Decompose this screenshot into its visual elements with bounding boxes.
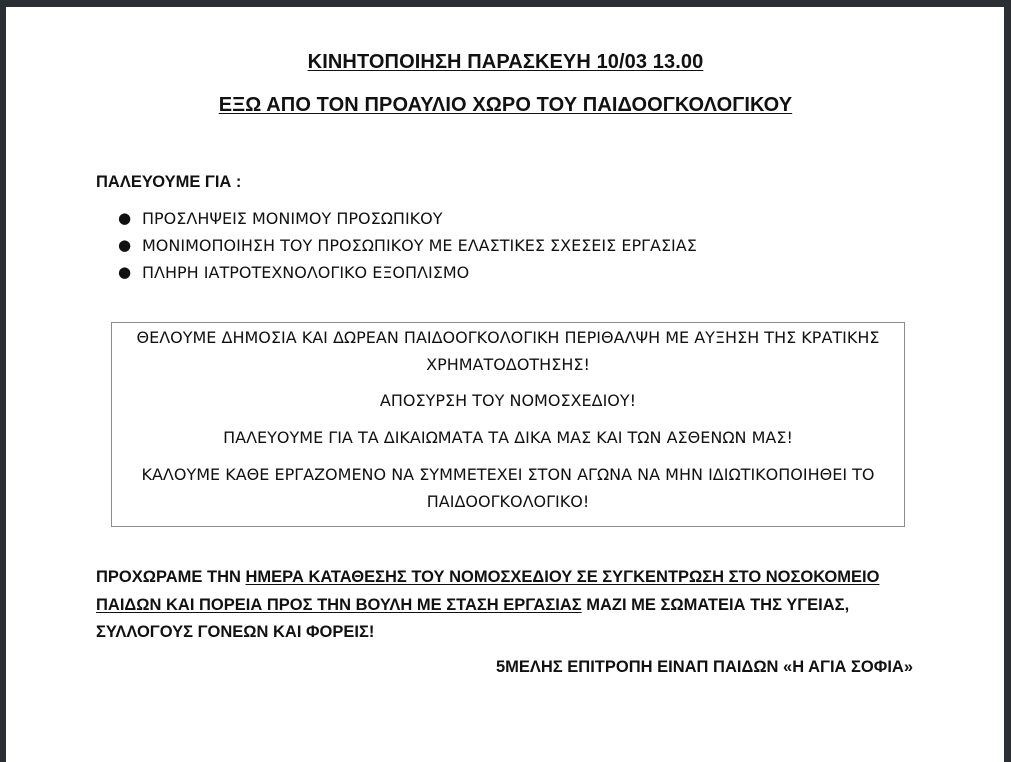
demand-paragraph: ΚΑΛΟΥΜΕ ΚΑΘΕ ΕΡΓΑΖΟΜΕΝΟ ΝΑ ΣΥΜΜΕΤΕΧΕΙ ΣΤΟΝ ΑΓΩΝΑ ΝΑ ΜΗΝ ΙΔΙΩΤΙΚΟΠΟΙΗΘΕΙ ΤΟ ΠΑΙΔΟΟΓΚΟΛΟΓΙΚΟ! [141, 465, 875, 511]
closing-text: ΠΡΟΧΩΡΑΜΕ ΤΗΝ [96, 568, 246, 586]
list-item [118, 208, 697, 235]
demand-paragraph: ΠΑΛΕΥΟΥΜΕ ΓΙΑ ΤΑ ΔΙΚΑΙΩΜΑΤΑ ΤΑ ΔΙΚΑ ΜΑΣ ΚΑΙ ΤΩΝ ΑΣΘΕΝΩΝ ΜΑΣ! [223, 428, 793, 447]
bullet-list [118, 208, 697, 289]
list-item-text: ΜΟΝΙΜΟΠΟΙΗΣΗ ΤΟΥ ΠΡΟΣΩΠΙΚΟΥ ΜΕ ΕΛΑΣΤΙΚΕΣ ΣΧΕΣΕΙΣ ΕΡΓΑΣΙΑΣ [142, 236, 697, 255]
bullet-icon: ● [118, 263, 132, 281]
demand-paragraph: ΘΕΛΟΥΜΕ ΔΗΜΟΣΙΑ ΚΑΙ ΔΩΡΕΑΝ ΠΑΙΔΟΟΓΚΟΛΟΓΙΚΗ ΠΕΡΙΘΑΛΨΗ ΜΕ ΑΥΞΗΣΗ ΤΗΣ ΚΡΑΤΙΚΗΣ ΧΡΗΜΑΤΟΔΟΤΗΣΗΣ! [136, 328, 880, 374]
bullet-icon: ● [118, 236, 132, 254]
closing-underlined-text: ΗΜΕΡΑ ΚΑΤΑΘΕΣΗΣ ΤΟΥ ΝΟΜΟΣΧΕΔΙΟΥ ΣΕ ΣΥΓΚΕΝΤΡΩΣΗ ΣΤΟ ΝΟΣΟΚΟΜΕΙΟ ΠΑΙΔΩΝ ΚΑΙ ΠΟΡΕΙΑ ΠΡΟΣ ΤΗΝ ΒΟΥΛΗ ΜΕ ΣΤΑΣΗ ΕΡΓΑΣΙΑΣ [96, 568, 880, 614]
closing-paragraph [96, 564, 926, 647]
closing-text: ΜΑΖΙ ΜΕ ΣΩΜΑΤΕΙΑ ΤΗΣ ΥΓΕΙΑΣ, ΣΥΛΛΟΓΟΥΣ ΓΟΝΕΩΝ ΚΑΙ ΦΟΡΕΙΣ! [96, 595, 850, 641]
list-item-text: ΠΛΗΡΗ ΙΑΤΡΟΤΕΧΝΟΛΟΓΙΚΟ ΕΞΟΠΛΙΣΜΟ [142, 263, 470, 282]
list-item-text: ΠΡΟΣΛΗΨΕΙΣ ΜΟΝΙΜΟΥ ΠΡΟΣΩΠΙΚΟΥ [142, 209, 443, 228]
list-item [118, 235, 697, 262]
page-subtitle: ΕΞΩ ΑΠΟ ΤΟΝ ΠΡΟΑΥΛΙΟ ΧΩΡΟ ΤΟΥ ΠΑΙΔΟΟΓΚΟΛΟΓΙΚΟΥ [218, 94, 793, 116]
signature: 5ΜΕΛΗΣ ΕΠΙΤΡΟΠΗ ΕΙΝΑΠ ΠΑΙΔΩΝ «Η ΑΓΙΑ ΣΟΦΙΑ» [495, 658, 913, 676]
demands-box [111, 322, 905, 527]
page-title: ΚΙΝΗΤΟΠΟΙΗΣΗ ΠΑΡΑΣΚΕΥΗ 10/03 13.00 [307, 51, 704, 73]
list-item [118, 262, 697, 289]
bullet-icon: ● [118, 209, 132, 227]
demands-heading: ΠΑΛΕΥΟΥΜΕ ΓΙΑ : [96, 173, 242, 191]
demand-paragraph: ΑΠΟΣΥΡΣΗ ΤΟΥ ΝΟΜΟΣΧΕΔΙΟΥ! [379, 391, 637, 410]
